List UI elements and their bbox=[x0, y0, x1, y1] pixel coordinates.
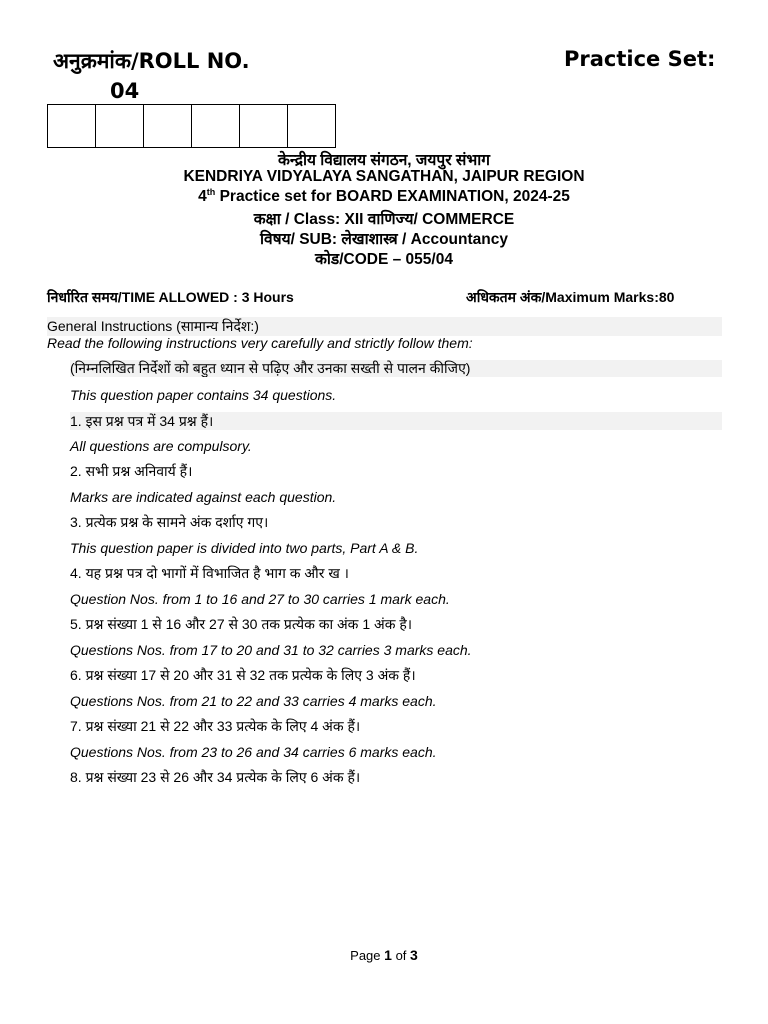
instruction-item: Marks are indicated against each question. bbox=[70, 489, 337, 505]
instruction-item: Questions Nos. from 23 to 26 and 34 carries 6 marks each. bbox=[70, 744, 437, 760]
roll-number-box[interactable] bbox=[144, 105, 192, 147]
time-allowed: निर्धारित समय/TIME ALLOWED : 3 Hours bbox=[47, 289, 294, 305]
roll-number-box[interactable] bbox=[48, 105, 96, 147]
general-instructions-heading: General Instructions (सामान्य निर्देश:) bbox=[47, 317, 722, 336]
instruction-item: This question paper contains 34 questions. bbox=[70, 387, 337, 403]
instruction-item: This question paper is divided into two parts, Part A & B. bbox=[70, 540, 419, 556]
read-instructions-line: Read the following instructions very carefully and strictly follow them: bbox=[47, 335, 473, 351]
instruction-item: 7. प्रश्न संख्या 21 से 22 और 33 प्रत्येक के लिए 4 अंक हैं। bbox=[70, 718, 361, 734]
of-word: of bbox=[395, 948, 407, 963]
instruction-item: 3. प्रत्येक प्रश्न के सामने अंक दर्शाए गए। bbox=[70, 514, 269, 530]
exam-title bbox=[0, 187, 768, 206]
roll-number-box[interactable] bbox=[240, 105, 288, 147]
practice-set-label: Practice Set: bbox=[564, 47, 716, 71]
instruction-item: 2. सभी प्रश्न अनिवार्य हैं। bbox=[70, 463, 193, 479]
page-total: 3 bbox=[410, 947, 418, 963]
instruction-item: All questions are compulsory. bbox=[70, 438, 252, 454]
org-name-hindi: केन्द्रीय विद्यालय संगठन, जयपुर संभाग bbox=[278, 152, 490, 169]
roll-number-boxes bbox=[47, 104, 336, 148]
instruction-item: 8. प्रश्न संख्या 23 से 26 और 34 प्रत्येक के लिए 6 अंक हैं। bbox=[70, 769, 361, 785]
instruction-item: 6. प्रश्न संख्या 17 से 20 और 31 से 32 तक प्रत्येक के लिए 3 अंक हैं। bbox=[70, 667, 416, 683]
org-name: KENDRIYA VIDYALAYA SANGATHAN, JAIPUR REGION bbox=[183, 168, 585, 185]
roll-number-label-continued: 04 bbox=[110, 79, 140, 103]
roll-number-box[interactable] bbox=[192, 105, 240, 147]
maximum-marks: अधिकतम अंक/Maximum Marks:80 bbox=[466, 289, 675, 305]
subject-line: विषय/ SUB: लेखाशास्त्र / Accountancy bbox=[260, 231, 508, 248]
page-number: 1 bbox=[384, 947, 392, 963]
exam-number-suffix: th bbox=[206, 187, 216, 197]
page-footer bbox=[0, 947, 768, 963]
exam-number: 4 bbox=[198, 188, 207, 206]
roll-number-box[interactable] bbox=[96, 105, 144, 147]
hindi-instructions-note: (निम्नलिखित निर्देशों को बहुत ध्यान से पढ़िए और उनका सख्ती से पालन कीजिए) bbox=[70, 360, 722, 377]
instruction-item: 1. इस प्रश्न पत्र में 34 प्रश्न हैं। bbox=[70, 412, 722, 430]
exam-title-text: Practice set for BOARD EXAMINATION, 2024-25 bbox=[215, 188, 570, 206]
roll-number-label: अनुक्रमांक/ROLL NO. bbox=[53, 49, 250, 73]
roll-number-box[interactable] bbox=[288, 105, 336, 147]
instruction-item: Questions Nos. from 17 to 20 and 31 to 32 carries 3 marks each. bbox=[70, 642, 472, 658]
instruction-item: 5. प्रश्न संख्या 1 से 16 और 27 से 30 तक प्रत्येक का अंक 1 अंक है। bbox=[70, 616, 413, 632]
instruction-item: 4. यह प्रश्न पत्र दो भागों में विभाजित है भाग क और ख । bbox=[70, 565, 349, 581]
code-line: कोड/CODE – 055/04 bbox=[315, 251, 453, 268]
page-word: Page bbox=[350, 948, 381, 963]
instruction-item: Question Nos. from 1 to 16 and 27 to 30 carries 1 mark each. bbox=[70, 591, 450, 607]
class-line: कक्षा / Class: XII वाणिज्य/ COMMERCE bbox=[253, 211, 515, 228]
instruction-item: Questions Nos. from 21 to 22 and 33 carries 4 marks each. bbox=[70, 693, 437, 709]
